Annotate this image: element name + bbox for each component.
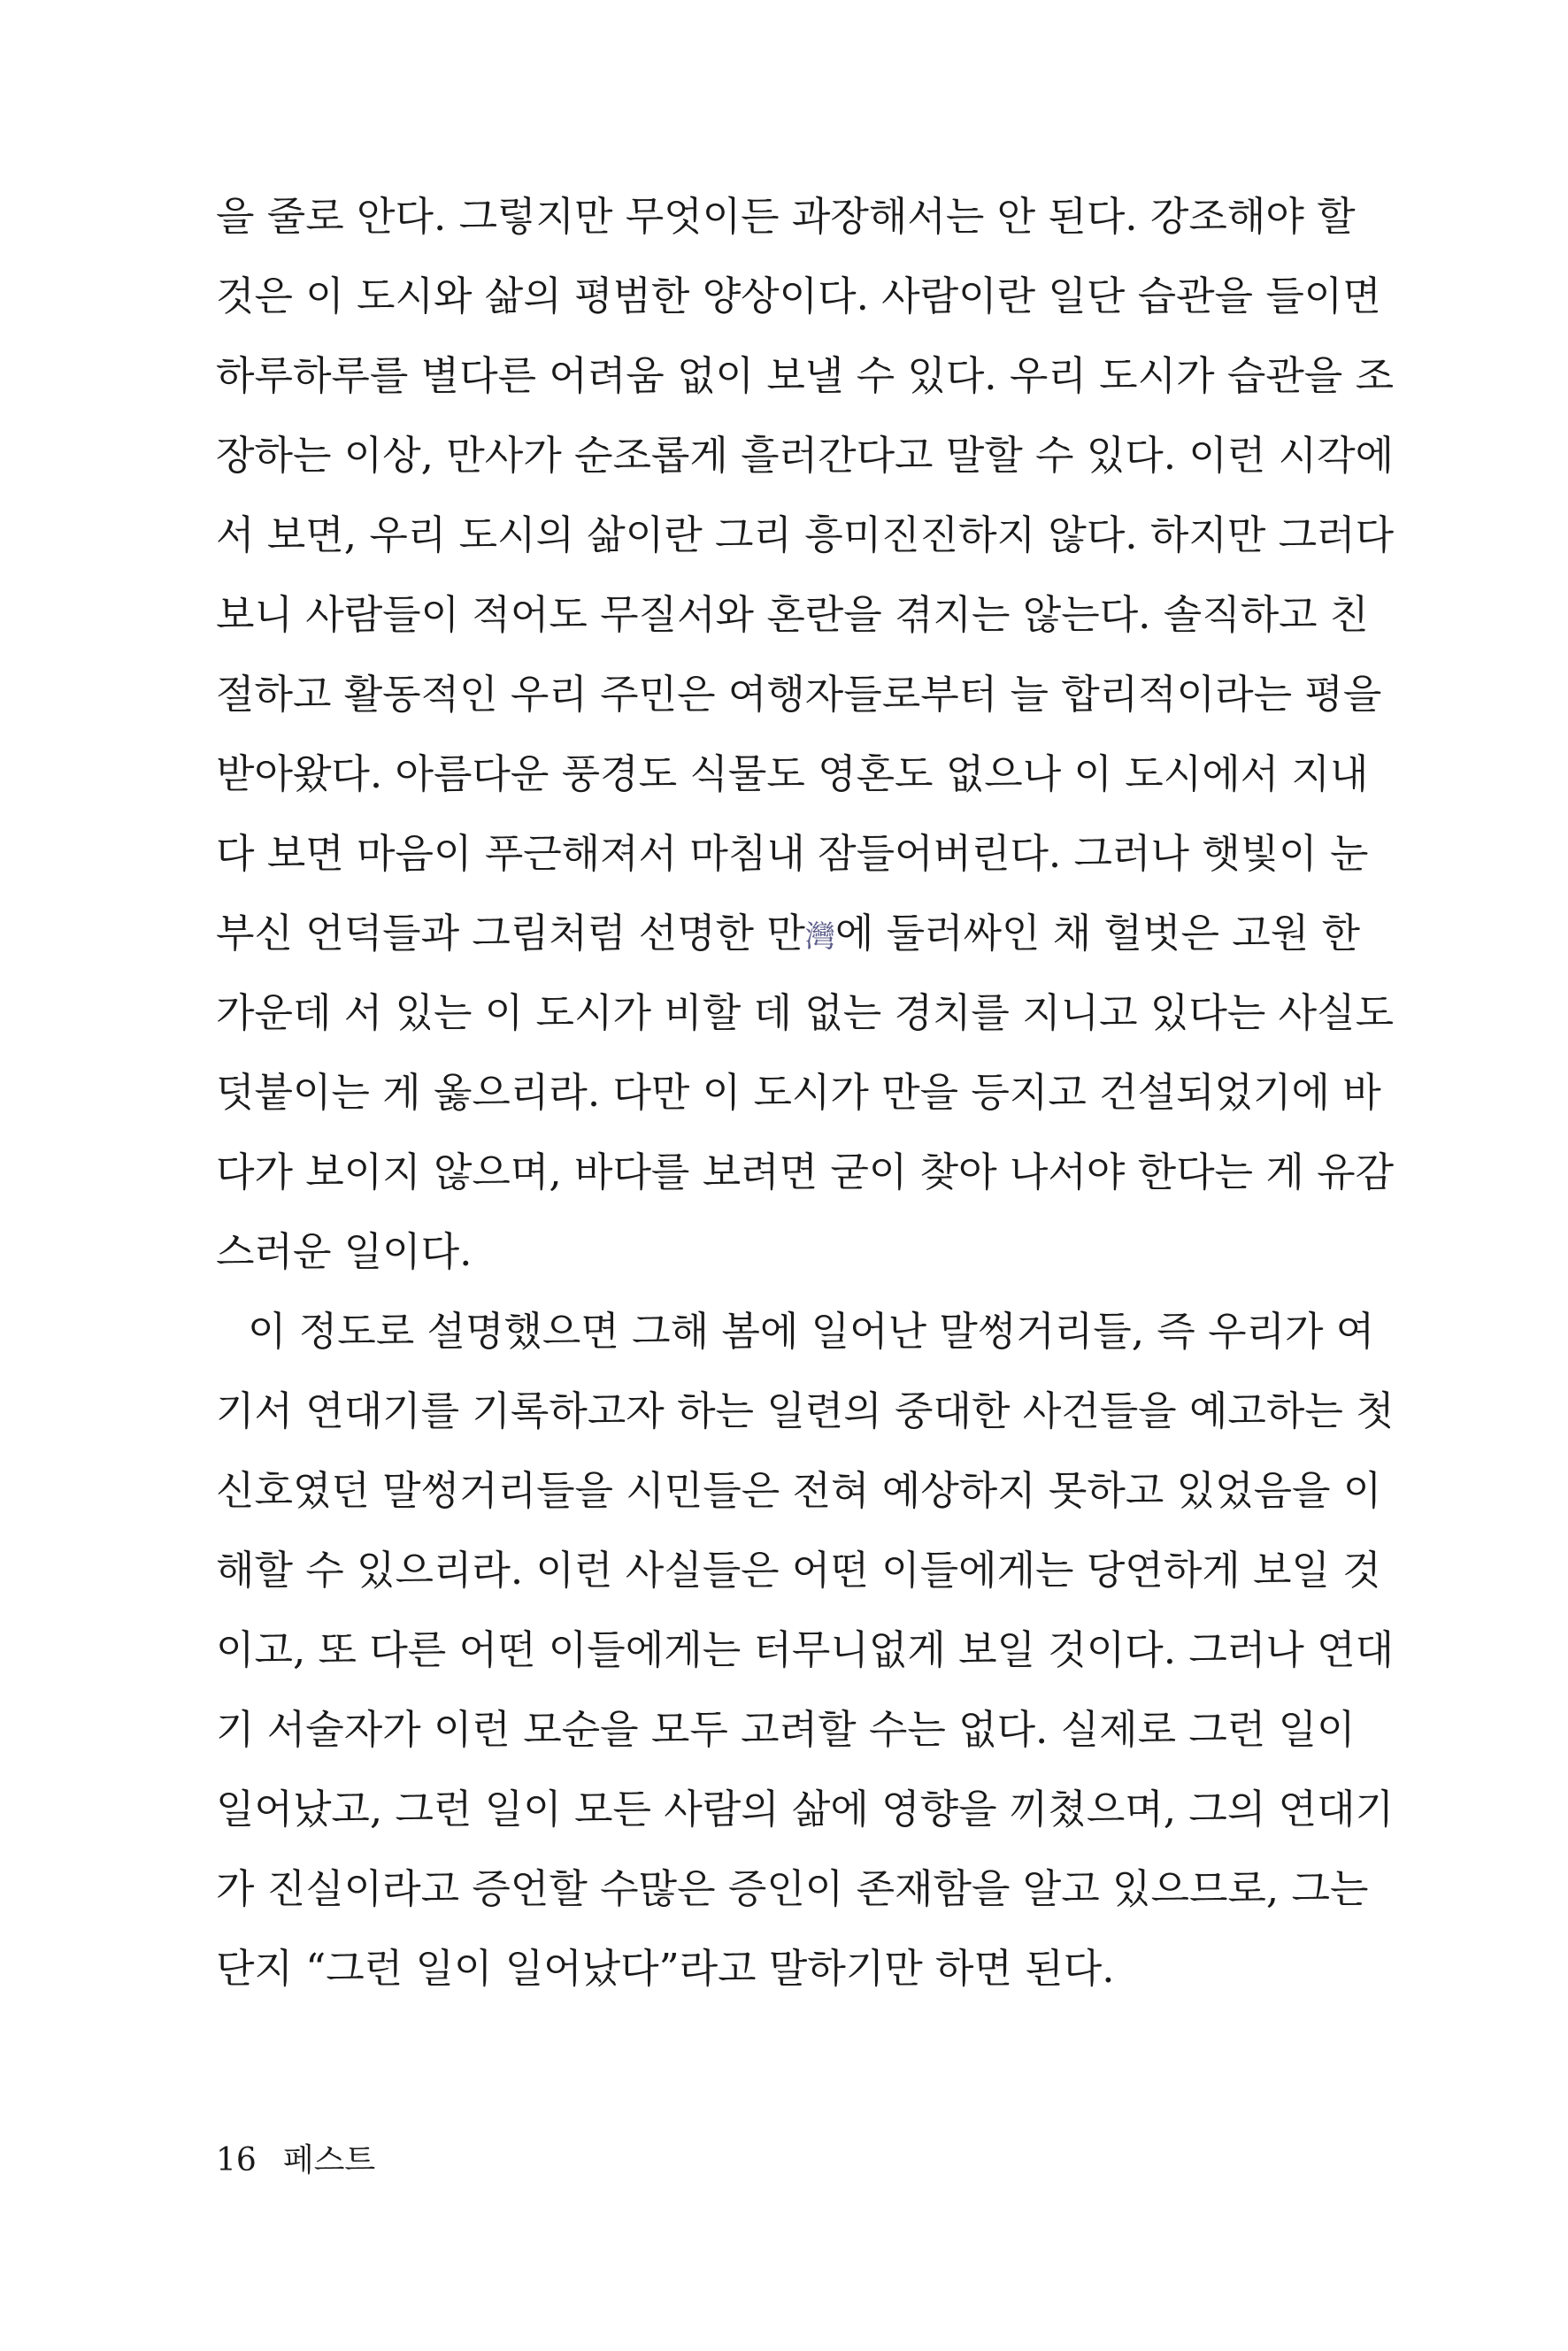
text-line: 이고, 또 다른 어떤 이들에게는 터무니없게 보일 것이다. 그러나 연대 (216, 1626, 1395, 1673)
body-text (216, 177, 1395, 2009)
text-line: 절하고 활동적인 우리 주민은 여행자들로부터 늘 합리적이라는 평을 (216, 671, 1382, 718)
text-line: 신호였던 말썽거리들을 시민들은 전혀 예상하지 못하고 있었음을 이 (216, 1467, 1382, 1514)
text-line: 하루하루를 별다른 어려움 없이 보낼 수 있다. 우리 도시가 습관을 조 (216, 352, 1395, 399)
text-line: 다가 보이지 않으며, 바다를 보려면 굳이 찾아 나서야 한다는 게 유감 (216, 1149, 1395, 1195)
text-line: 것은 이 도시와 삶의 평범한 양상이다. 사람이란 일단 습관을 들이면 (216, 273, 1381, 319)
text-line: 스러운 일이다. (216, 1228, 473, 1275)
text-line: 해할 수 있으리라. 이런 사실들은 어떤 이들에게는 당연하게 보일 것 (216, 1547, 1381, 1594)
text-segment: 부신 언덕들과 그림처럼 선명한 만 (216, 910, 805, 957)
text-line: 기 서술자가 이런 모순을 모두 고려할 수는 없다. 실제로 그런 일이 (216, 1706, 1356, 1753)
text-line: 단지 “그런 일이 일어났다”라고 말하기만 하면 된다. (216, 1945, 1115, 1992)
text-line: 을 줄로 안다. 그렇지만 무엇이든 과장해서는 안 된다. 강조해야 할 (216, 193, 1356, 240)
text-line: 다 보면 마음이 푸근해져서 마침내 잠들어버린다. 그러나 햇빛이 눈 (216, 830, 1369, 877)
text-line: 이 정도로 설명했으면 그해 봄에 일어난 말썽거리들, 즉 우리가 여 (248, 1308, 1375, 1355)
page-footer (216, 2140, 375, 2182)
text-line: 보니 사람들이 적어도 무질서와 혼란을 겪지는 않는다. 솔직하고 친 (216, 591, 1369, 638)
text-line: 기서 연대기를 기록하고자 하는 일련의 중대한 사건들을 예고하는 첫 (216, 1387, 1395, 1434)
text-line: 일어났고, 그런 일이 모든 사람의 삶에 영향을 끼쳤으며, 그의 연대기 (216, 1786, 1395, 1832)
text-segment: 에 둘러싸인 채 헐벗은 고원 한 (834, 910, 1360, 957)
text-line: 서 보면, 우리 도시의 삶이란 그리 흥미진진하지 않다. 하지만 그러다 (216, 511, 1395, 558)
paragraph-1 (216, 177, 1395, 1292)
text-line: 덧붙이는 게 옳으리라. 다만 이 도시가 만을 등지고 건설되었기에 바 (216, 1069, 1381, 1116)
book-title: 페스트 (282, 2142, 376, 2178)
paragraph-2 (216, 1292, 1395, 2009)
text-line: 받아왔다. 아름다운 풍경도 식물도 영혼도 없으나 이 도시에서 지내 (216, 750, 1369, 797)
text-line: 가 진실이라고 증언할 수많은 증인이 존재함을 알고 있으므로, 그는 (216, 1865, 1369, 1912)
text-line (216, 894, 1360, 973)
text-line: 가운데 서 있는 이 도시가 비할 데 없는 경치를 지니고 있다는 사실도 (216, 989, 1395, 1036)
hanja-annotation: 灣 (804, 919, 835, 955)
text-line: 장하는 이상, 만사가 순조롭게 흘러간다고 말할 수 있다. 이런 시각에 (216, 432, 1395, 479)
page-number: 16 (216, 2142, 257, 2178)
